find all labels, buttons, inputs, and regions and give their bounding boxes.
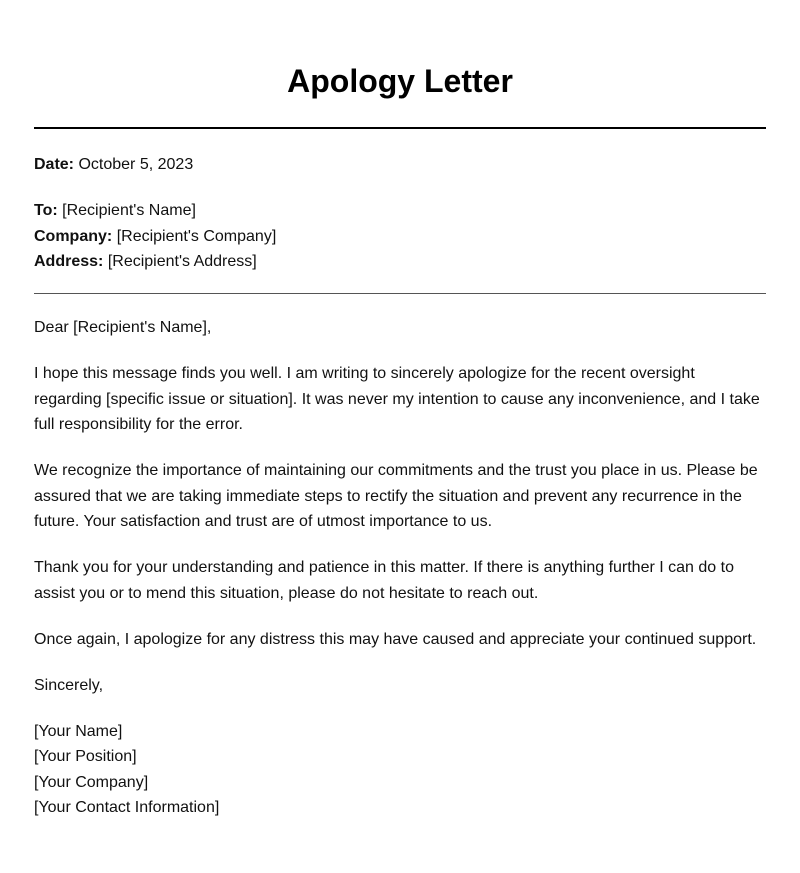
letter-body bbox=[34, 315, 766, 821]
to-label: To: bbox=[34, 202, 58, 219]
signature-contact: [Your Contact Information] bbox=[34, 799, 220, 816]
address-label: Address: bbox=[34, 253, 104, 270]
page-title: Apology Letter bbox=[287, 63, 513, 99]
header-divider bbox=[34, 127, 766, 129]
recipient-block bbox=[34, 198, 766, 275]
closing: Sincerely, bbox=[34, 676, 104, 694]
address-row bbox=[34, 249, 766, 275]
company-label: Company: bbox=[34, 227, 113, 245]
date-label: Date: bbox=[34, 156, 75, 173]
paragraph-3: Thank you for your understanding and patience in this matter. If there is anything further I can do to assist you or to mend this situation, please do not hesitate to reach out. bbox=[34, 559, 734, 602]
date-value: October 5, 2023 bbox=[78, 156, 194, 173]
signature-block bbox=[34, 719, 766, 821]
company-value: [Recipient's Company] bbox=[116, 227, 277, 245]
signature-name: [Your Name] bbox=[34, 722, 123, 740]
to-value: [Recipient's Name] bbox=[62, 202, 196, 219]
paragraph-1: I hope this message finds you well. I am writing to sincerely apologize for the recent oversight regarding [specific issue or situation]. It was never my intention to cause any inconvenience, and I take full responsibility for the error. bbox=[34, 365, 760, 433]
meta-divider bbox=[34, 293, 766, 295]
signature-position: [Your Position] bbox=[34, 748, 137, 765]
signature-company: [Your Company] bbox=[34, 773, 149, 791]
paragraph-2: We recognize the importance of maintaining our commitments and the trust you place in us. Please be assured that we are taking immediate steps to rectify the situation and prevent any recurrence in the future. Your satisfaction and trust are of utmost importance to us. bbox=[34, 462, 758, 530]
letter-meta bbox=[34, 152, 766, 275]
company-row bbox=[34, 224, 766, 250]
greeting: Dear [Recipient's Name], bbox=[34, 319, 212, 336]
paragraph-4: Once again, I apologize for any distress this may have caused and appreciate your continued support. bbox=[34, 630, 757, 648]
to-row bbox=[34, 198, 766, 224]
date-row bbox=[34, 152, 766, 178]
address-value: [Recipient's Address] bbox=[107, 253, 257, 270]
